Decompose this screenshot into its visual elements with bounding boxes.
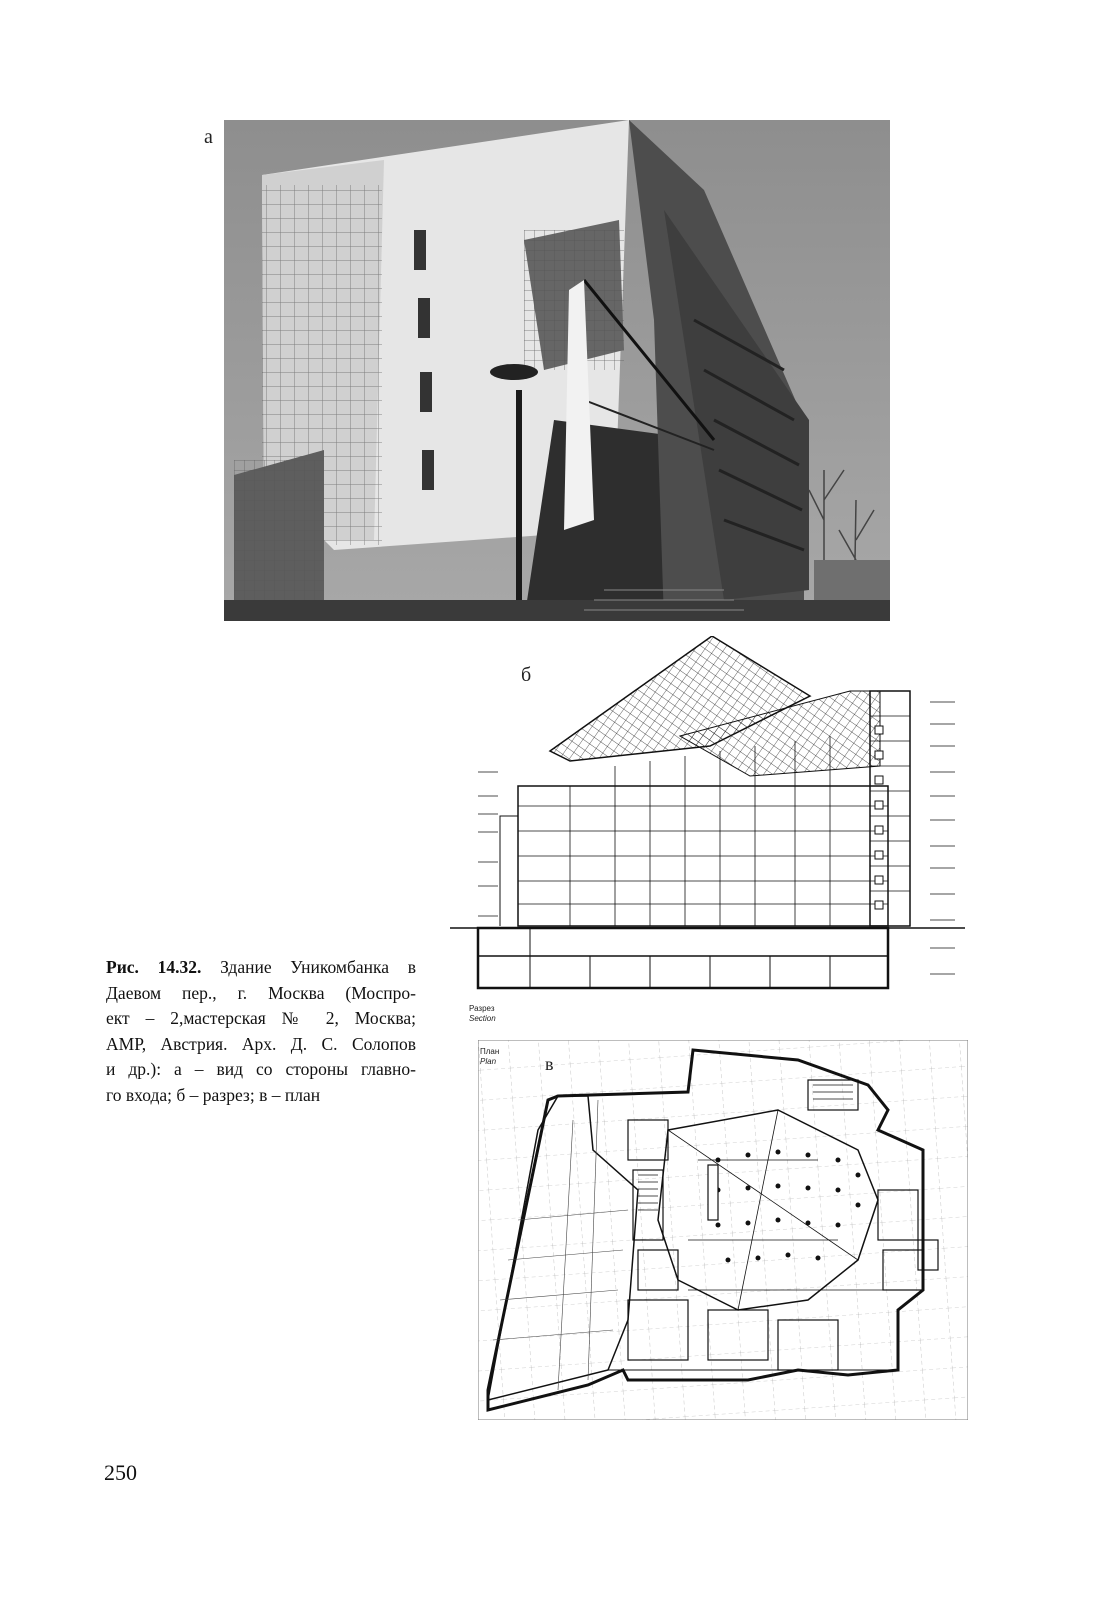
page-number: 250 [104,1460,137,1485]
plan-drawing [478,1040,968,1420]
caption-line-4: АМР, Австрия. Арх. Д. С. Солопов [106,1033,416,1054]
caption-line-2: Даевом пер., г. Москва (Моспро- [106,982,416,1003]
figure-caption [106,955,416,1108]
figure-label-a: а [204,126,213,148]
caption-prefix: Рис. 14.32. [106,957,202,977]
section-label-en: Section [469,1014,496,1023]
caption-line-3: ект – 2,мастерская № 2, Москва; [106,1008,416,1028]
section-drawing [450,636,965,996]
caption-line-1: Рис. 14.32. Здание Уникомбанка в [106,957,416,977]
figure-label-b: б [521,664,532,686]
building-photo [224,120,890,621]
caption-line-6: го входа; б – разрез; в – план [106,1084,321,1105]
section-label-ru: Разрез [469,1004,495,1013]
section-label [469,1004,496,1024]
caption-line-5: и др.): а – вид со стороны главно- [106,1059,416,1079]
